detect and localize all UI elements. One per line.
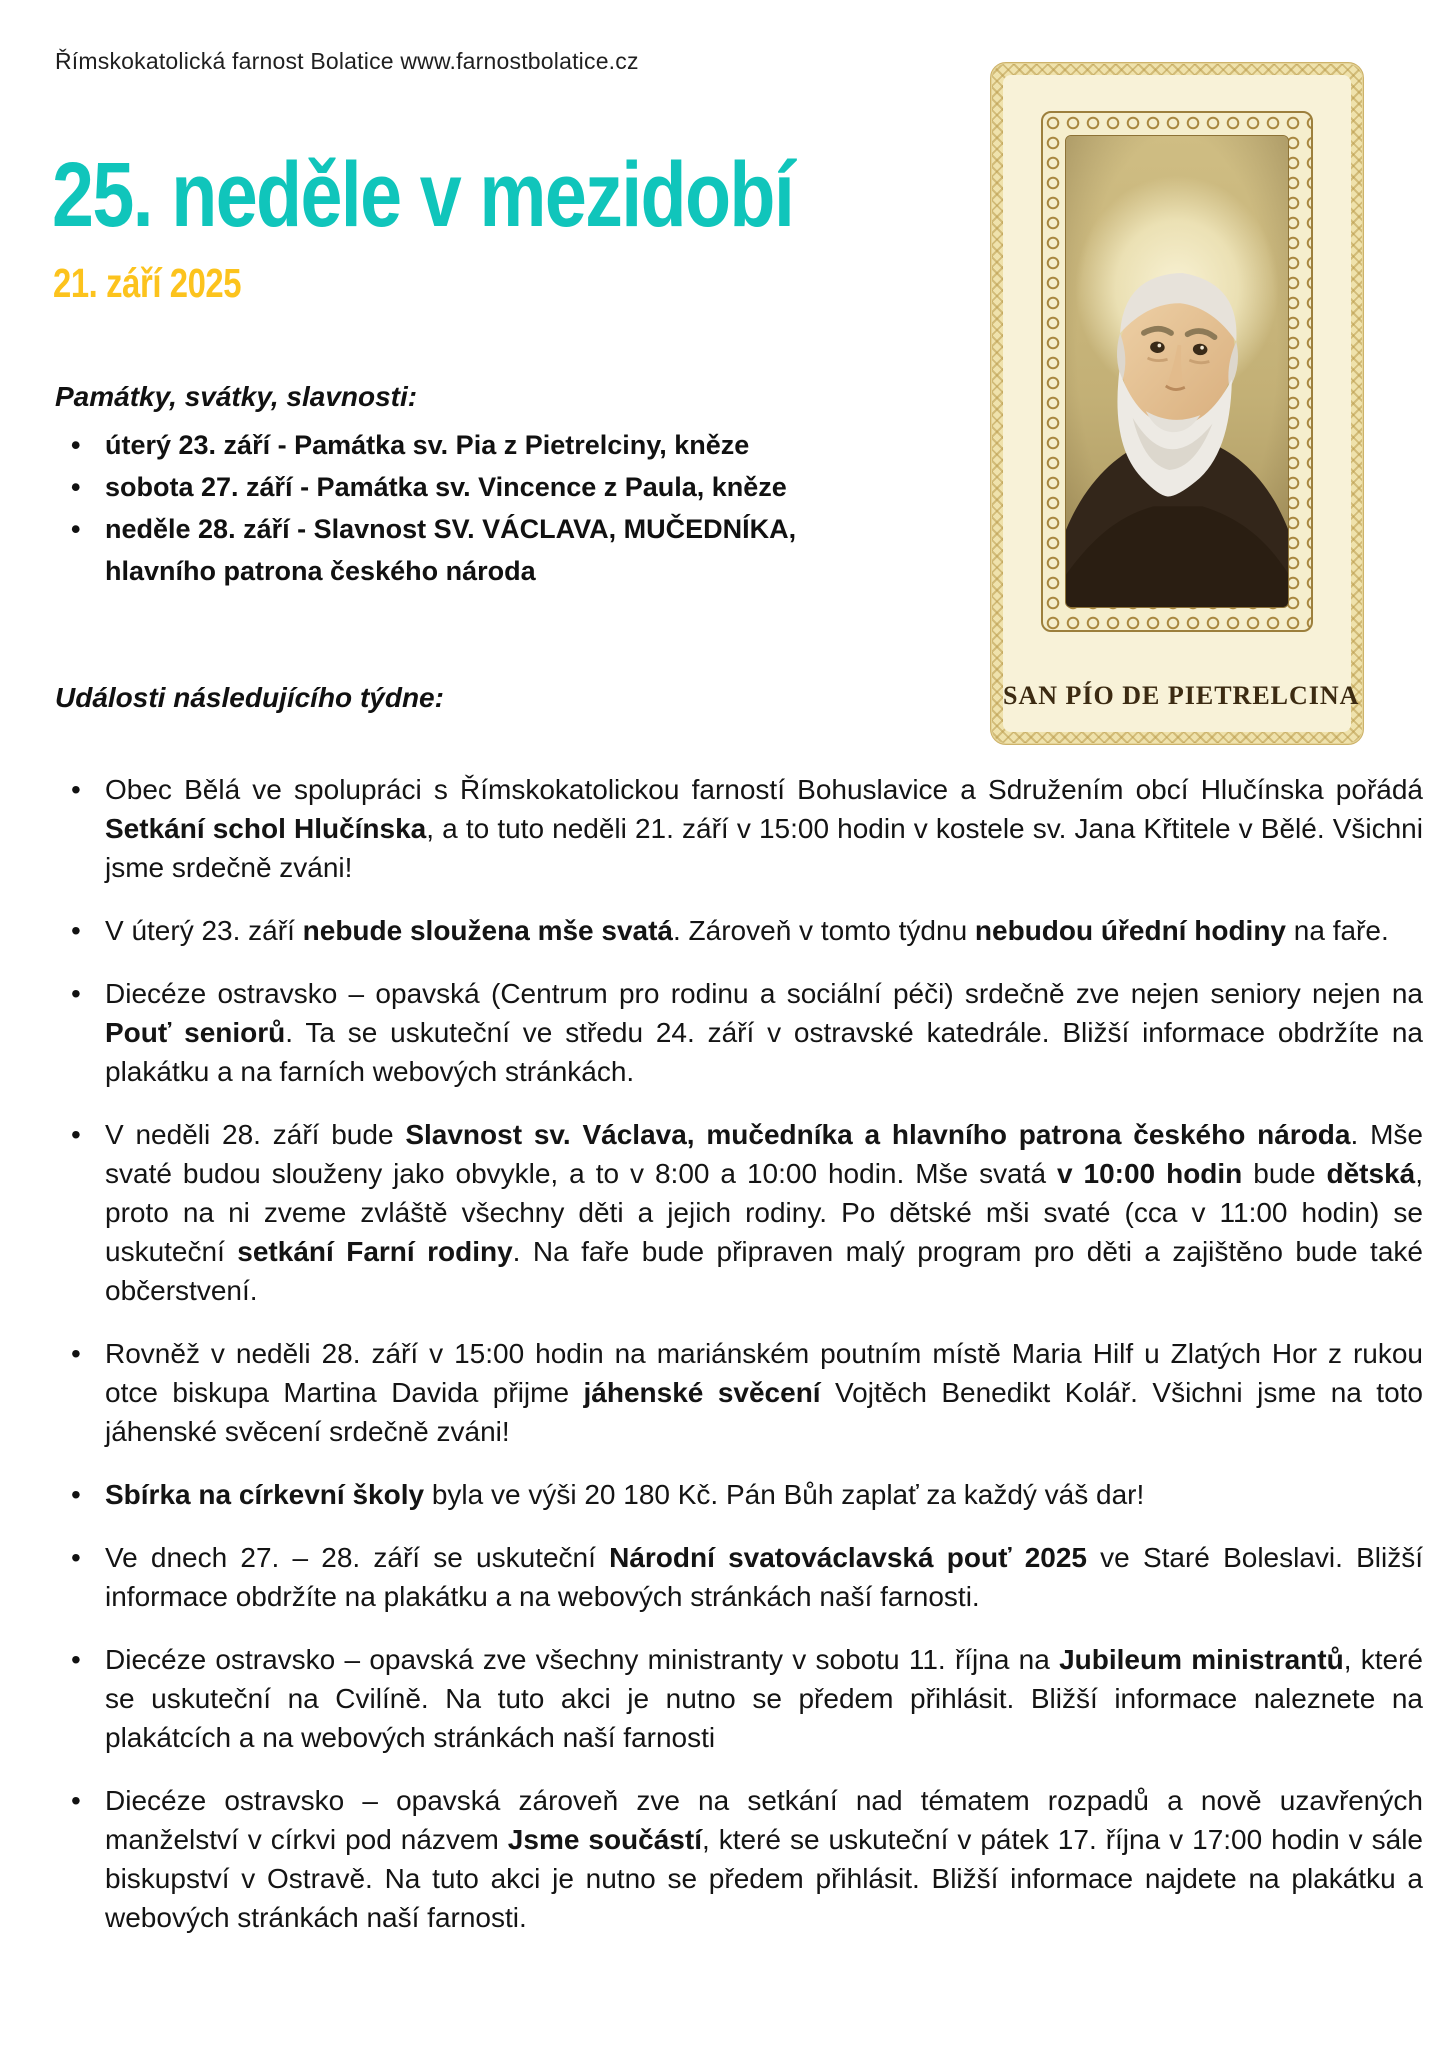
- holy-card-caption: SAN PÍO DE PIETRELCINA: [1003, 681, 1360, 710]
- event-item: • V neděli 28. září bude Slavnost sv. Václava, mučedníka a hlavního patrona českého národa. Mše svaté budou slouženy jako obvykle, a to v 8:00 a 10:00 hodin. Mše svatá v 10:00 hodin bude dětská, proto na ni zveme zvláště všechny děti a jejich rodiny. Po dětské mši svaté (cca v 11:00 hodin) se uskuteční setkání Farní rodiny. Na faře bude připraven malý program pro děti a zajištěno bude také občerstvení.: [55, 1115, 1423, 1310]
- holy-card-ornament-frame: [1041, 111, 1313, 632]
- page-title: 25. neděle v mezidobí: [52, 144, 794, 246]
- page-date: 21. září 2025: [53, 260, 242, 306]
- events-heading: Události následujícího týdne:: [55, 682, 444, 713]
- event-item: • V úterý 23. září nebude sloužena mše svatá. Zároveň v tomto týdnu nebudou úřední hodiny na faře.: [55, 911, 1423, 950]
- memorial-item: • neděle 28. září - Slavnost SV. VÁCLAVA, MUČEDNÍKA, hlavního patrona českého národa: [55, 508, 845, 592]
- holy-card-inner: [1003, 75, 1360, 732]
- holy-card: [990, 62, 1364, 745]
- padre-pio-portrait: [1065, 135, 1289, 608]
- event-item: • Ve dnech 27. – 28. září se uskuteční Národní svatováclavská pouť 2025 ve Staré Boleslavi. Bližší informace obdržíte na plakátku a na webových stránkách naší farnosti.: [55, 1538, 1423, 1616]
- memorial-item: • sobota 27. září - Památka sv. Vincence z Paula, kněze: [55, 466, 845, 508]
- event-item: • Obec Bělá ve spolupráci s Římskokatolickou farností Bohuslavice a Sdružením obcí Hlučínska pořádá Setkání schol Hlučínska, a to tuto neděli 21. září v 15:00 hodin v kostele sv. Jana Křtitele v Bělé. Všichni jsme srdečně zváni!: [55, 770, 1423, 887]
- memorials-list: [55, 424, 845, 592]
- event-item: • Diecéze ostravsko – opavská zároveň zve na setkání nad tématem rozpadů a nově uzavřených manželství v církvi pod názvem Jsme součástí, které se uskuteční v pátek 17. října v 17:00 hodin v sále biskupství v Ostravě. Na tuto akci je nutno se předem přihlásit. Bližší informace najdete na plakátku a webových stránkách naší farnosti.: [55, 1781, 1423, 1937]
- parish-header: Římskokatolická farnost Bolatice www.farnostbolatice.cz: [55, 48, 639, 74]
- event-item: • Diecéze ostravsko – opavská zve všechny ministranty v sobotu 11. října na Jubileum ministrantů, které se uskuteční na Cvilíně. Na tuto akci je nutno se předem přihlásit. Bližší informace naleznete na plakátcích a na webových stránkách naší farnosti: [55, 1640, 1423, 1757]
- event-item: • Diecéze ostravsko – opavská (Centrum pro rodinu a sociální péči) srdečně zve nejen seniory nejen na Pouť seniorů. Ta se uskuteční ve středu 24. září v ostravské katedrále. Bližší informace obdržíte na plakátku a na farních webových stránkách.: [55, 974, 1423, 1091]
- events-list: [55, 770, 1423, 1961]
- memorial-item: • úterý 23. září - Památka sv. Pia z Pietrelciny, kněze: [55, 424, 845, 466]
- event-item: • Sbírka na církevní školy byla ve výši 20 180 Kč. Pán Bůh zaplať za každý váš dar!: [55, 1475, 1423, 1514]
- memorials-heading: Památky, svátky, slavnosti:: [55, 381, 418, 412]
- event-item: • Rovněž v neděli 28. září v 15:00 hodin na mariánském poutním místě Maria Hilf u Zlatých Hor z rukou otce biskupa Martina Davida přijme jáhenské svěcení Vojtěch Benedikt Kolář. Všichni jsme na toto jáhenské svěcení srdečně zváni!: [55, 1334, 1423, 1451]
